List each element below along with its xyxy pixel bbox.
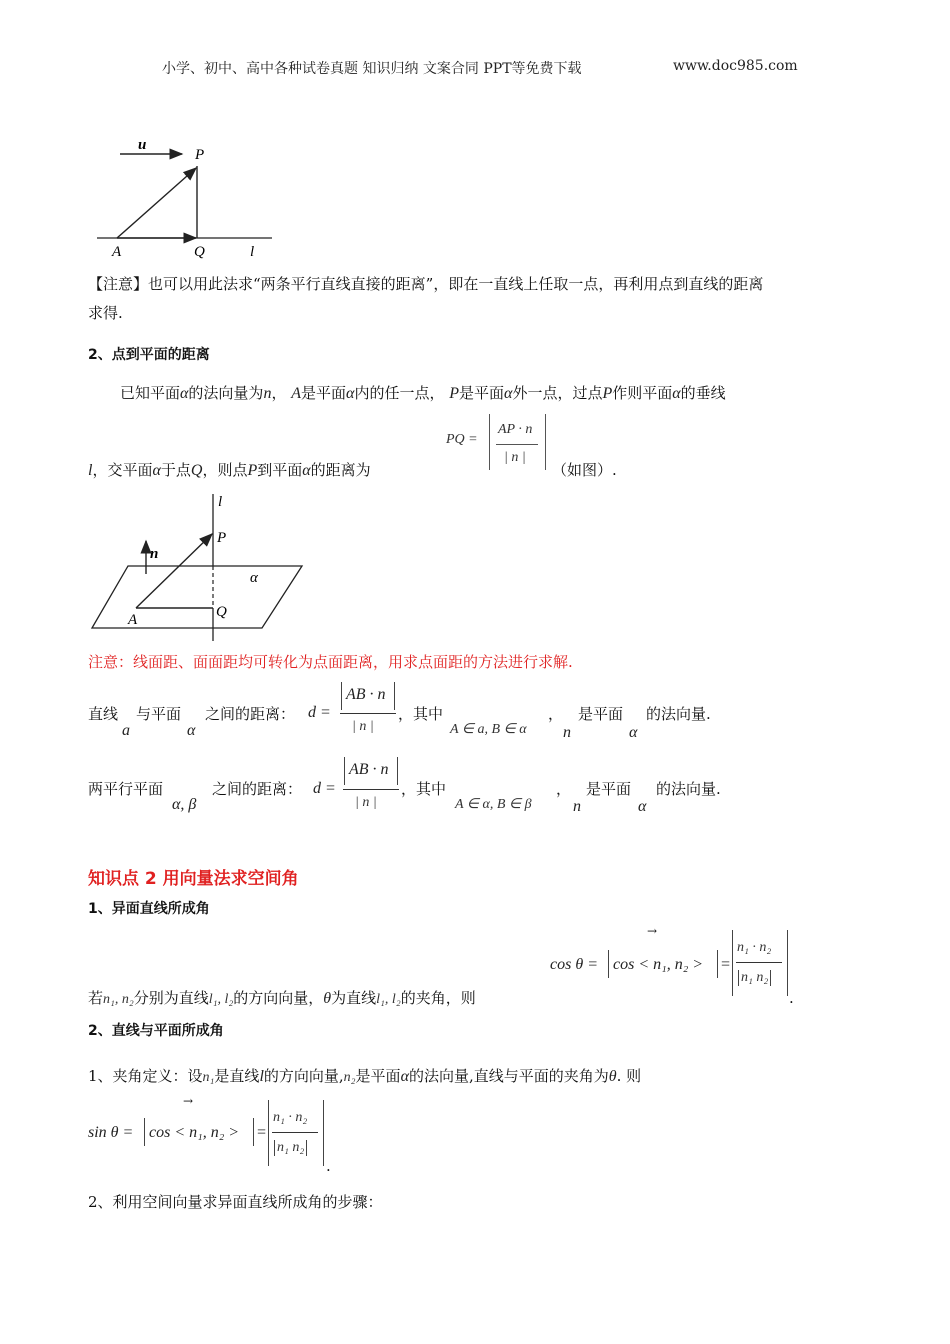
vector-AP bbox=[117, 168, 196, 238]
figure-point-plane-distance bbox=[88, 486, 308, 646]
vector-AP bbox=[136, 534, 212, 608]
skew-arrow: → bbox=[647, 924, 658, 938]
steps-text: 2、利用空间向量求异面直线所成角的步骤： bbox=[88, 1193, 383, 1211]
lp-n: n bbox=[563, 724, 571, 741]
sin-eq: = bbox=[256, 1124, 267, 1141]
skew-num: n₁ · n₂ bbox=[737, 940, 772, 955]
lp-t2: 与平面 bbox=[136, 705, 182, 723]
label-l: l bbox=[218, 494, 223, 510]
paragraph-2: l，交平面α于点Q，则点P到平面α的距离为 bbox=[88, 461, 371, 479]
pp-d: d = bbox=[313, 780, 336, 797]
note-line1: 【注意】也可以用此法求“两条平行直线直接的距离”，即在一直线上任取一点，再利用点到直线的距离 bbox=[88, 275, 764, 293]
note-line2: 求得. bbox=[88, 304, 123, 322]
pp-ab: α, β bbox=[172, 796, 197, 813]
page-header-url[interactable]: www.doc985.com bbox=[673, 58, 798, 74]
lp-a: a bbox=[122, 722, 130, 739]
label-P: P bbox=[217, 530, 227, 546]
skew-den: n₁ n₂ bbox=[738, 970, 771, 986]
pp-t2: 之间的距离： bbox=[212, 780, 303, 798]
kp2-sub2: 2、直线与平面所成角 bbox=[88, 1023, 224, 1039]
pp-n: n bbox=[573, 798, 581, 815]
label-A: A bbox=[112, 244, 122, 260]
pp-t3: ，其中 bbox=[401, 780, 447, 798]
pp-cond: A ∈ α, B ∈ β bbox=[455, 797, 532, 812]
pp-t4: ， bbox=[556, 780, 572, 798]
lp-t3: 之间的距离： bbox=[205, 705, 296, 723]
skew-eq: = bbox=[720, 956, 731, 973]
sin-mid: cos < n₁, n₂ > bbox=[149, 1124, 240, 1141]
sin-num: n₁ · n₂ bbox=[273, 1110, 308, 1125]
lp-cond: A ∈ a, B ∈ α bbox=[450, 722, 527, 737]
section-title-point-plane: 2、点到平面的距离 bbox=[88, 347, 210, 363]
lp-num: AB · n bbox=[346, 686, 386, 703]
pp-t5: 是平面 bbox=[586, 780, 632, 798]
label-n: n bbox=[150, 546, 159, 562]
label-alpha: α bbox=[250, 570, 258, 586]
sin-lhs: sin θ = bbox=[88, 1124, 134, 1141]
lp-t7: 的法向量. bbox=[646, 705, 711, 723]
pp-t6: 的法向量. bbox=[656, 780, 721, 798]
paragraph-2-end: （如图）. bbox=[552, 461, 617, 479]
label-l: l bbox=[250, 244, 255, 260]
pp-den: | n | bbox=[355, 795, 377, 810]
lp-t1: 直线 bbox=[88, 705, 119, 723]
note-red: 注意：线面距、面面距均可转化为点面距离，用求点面距的方法进行求解. bbox=[88, 653, 573, 671]
def-text: 1、夹角定义：设n₁是直线l的方向向量,n₂是平面α的法向量,直线与平面的夹角为θ. 则 bbox=[88, 1067, 642, 1085]
lp-t4: ，其中 bbox=[398, 705, 444, 723]
sin-arrow: → bbox=[183, 1094, 194, 1108]
lp-t6: 是平面 bbox=[578, 705, 624, 723]
pp-num: AB · n bbox=[349, 761, 389, 778]
lp-den: | n | bbox=[352, 719, 374, 734]
paragraph-1: 已知平面α的法向量为n， A是平面α内的任一点， P是平面α外一点，过点P作则平面α的垂线 bbox=[120, 384, 726, 402]
lp-t5: ， bbox=[548, 705, 564, 723]
pp-bar bbox=[343, 789, 399, 790]
lp-alpha2: α bbox=[629, 724, 638, 741]
label-u: u bbox=[138, 137, 147, 153]
sin-den: n₁ n₂ bbox=[274, 1140, 307, 1156]
skew-text: 若n₁, n₂分别为直线l₁, l₂的方向向量，θ为直线l₁, l₂的夹角，则 bbox=[88, 989, 476, 1007]
skew-end: . bbox=[789, 989, 794, 1007]
formula-pq-den: | n | bbox=[504, 450, 526, 465]
kp2-sub1: 1、异面直线所成角 bbox=[88, 901, 210, 917]
lp-bar bbox=[340, 713, 396, 714]
label-Q: Q bbox=[194, 244, 205, 260]
pp-alpha: α bbox=[638, 798, 647, 815]
formula-pq-num: AP · n bbox=[498, 422, 533, 437]
lp-d: d = bbox=[308, 704, 331, 721]
skew-mid: cos < n₁, n₂ > bbox=[613, 956, 704, 973]
label-Q: Q bbox=[216, 604, 227, 620]
lp-alpha: α bbox=[187, 722, 196, 739]
formula-pq-bar bbox=[496, 444, 538, 445]
label-A: A bbox=[128, 612, 138, 628]
page-header-text: 小学、初中、高中各种试卷真题 知识归纳 文案合同 PPT等免费下载 bbox=[162, 61, 582, 77]
sin-end: . bbox=[326, 1157, 331, 1175]
skew-bar bbox=[736, 962, 782, 963]
plane-alpha bbox=[92, 566, 302, 628]
figure-point-line-distance bbox=[92, 132, 272, 262]
label-P: P bbox=[195, 147, 205, 163]
sin-bar bbox=[272, 1132, 318, 1133]
skew-lhs: cos θ = bbox=[550, 956, 598, 973]
pp-t1: 两平行平面 bbox=[88, 780, 164, 798]
formula-pq-lhs: PQ = bbox=[446, 432, 478, 447]
kp2-title: 知识点 2 用向量法求空间角 bbox=[88, 869, 299, 889]
